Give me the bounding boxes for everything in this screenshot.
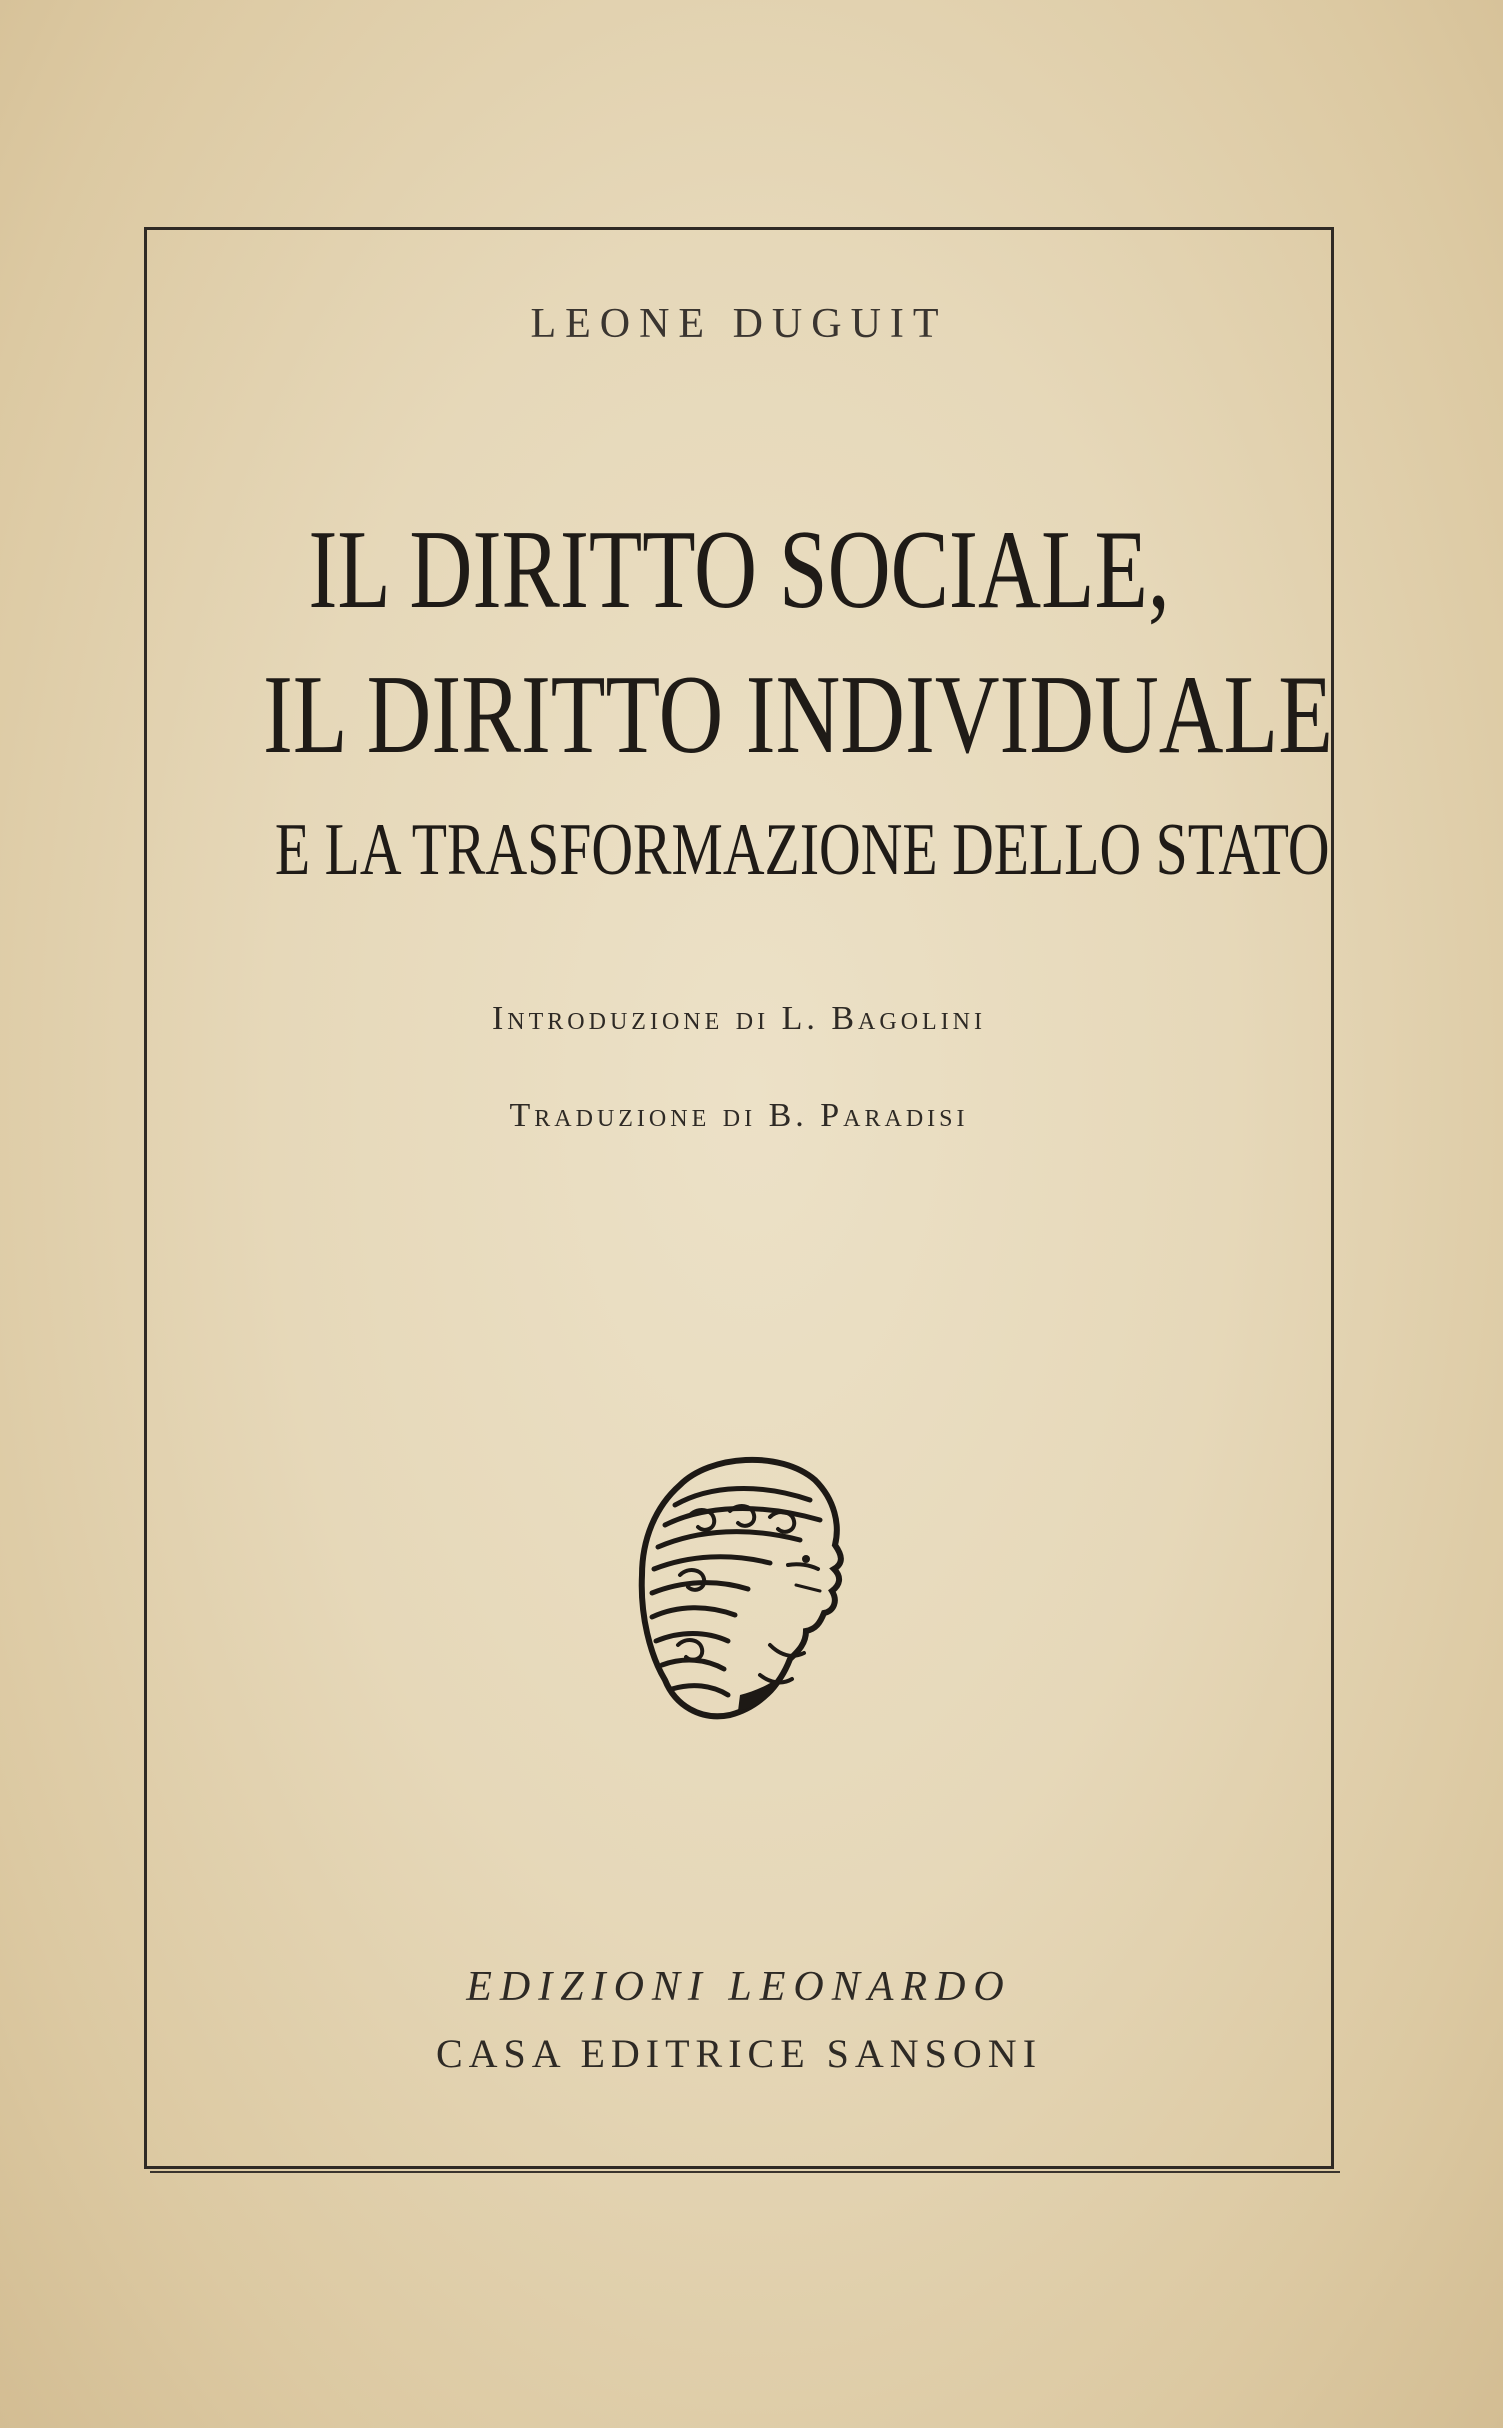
classical-head-profile-icon bbox=[620, 1445, 860, 1730]
frame-bottom-rule bbox=[150, 2171, 1340, 2173]
publisher-house: CASA EDITRICE SANSONI bbox=[435, 2031, 1043, 2076]
author-name: LEONE DUGUIT bbox=[530, 301, 948, 347]
book-title-line-1: IL DIRITTO SOCIALE, bbox=[308, 508, 1170, 632]
publisher-series: EDIZIONI LEONARDO bbox=[466, 1964, 1012, 2010]
translation-credit: Traduzione di B. Paradisi bbox=[509, 1097, 969, 1134]
book-title-line-3: E LA TRASFORMAZIONE DELLO STATO bbox=[274, 809, 1330, 891]
book-title-line-2: IL DIRITTO INDIVIDUALE bbox=[263, 653, 1333, 777]
introduction-credit: Introduzione di L. Bagolini bbox=[491, 1000, 987, 1037]
